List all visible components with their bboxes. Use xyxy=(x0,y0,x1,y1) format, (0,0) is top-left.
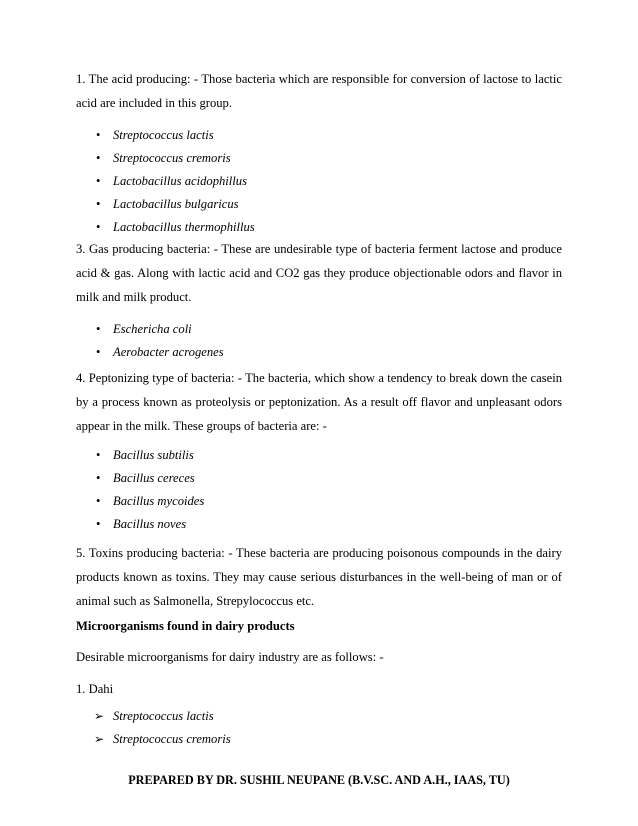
list-item: ➢ Streptococcus lactis xyxy=(0,705,638,728)
list-item: ➢ Streptococcus cremoris xyxy=(0,728,638,751)
list-item: • Lactobacillus acidophillus xyxy=(0,170,638,193)
bullet-icon: • xyxy=(96,128,101,142)
list-item: • Bacillus mycoides xyxy=(0,490,638,513)
bullet-icon: • xyxy=(96,517,101,531)
bullet-icon: • xyxy=(96,494,101,508)
paragraph-toxins-producing: 5. Toxins producing bacteria: - These bacteria are producing poisonous compounds in the dairy products known as toxins. They may cause serious disturbances in the well-being of man or of animal such as Salmonella, Strepylococcus etc. xyxy=(76,546,562,608)
dahi-label: 1. Dahi xyxy=(76,682,114,696)
list-item: • Lactobacillus thermophillus xyxy=(0,216,638,239)
list-acid-producing-bacteria xyxy=(0,124,638,239)
bullet-icon: • xyxy=(96,471,101,485)
paragraph-gas-producing: 3. Gas producing bacteria: - These are undesirable type of bacteria ferment lactose and produce acid & gas. Along with lactic acid and CO2 gas they produce objectionable odors and flavor in milk and milk product. xyxy=(76,242,562,304)
list-item: • Bacillus subtilis xyxy=(0,444,638,467)
list-dahi-microorganisms xyxy=(0,705,638,751)
paragraph-peptonizing: 4. Peptonizing type of bacteria: - The bacteria, which show a tendency to break down the casein by a process known as proteolysis or peptonization. As a result off flavor and unpleasant odors appear in the milk. These groups of bacteria are: - xyxy=(76,371,562,433)
bullet-icon: • xyxy=(96,220,101,234)
bullet-icon: • xyxy=(96,322,101,336)
paragraph-acid-producing: 1. The acid producing: - Those bacteria which are responsible for conversion of lactose to lactic acid are included in this group. xyxy=(76,72,562,110)
bullet-icon: • xyxy=(96,174,101,188)
bullet-icon: • xyxy=(96,197,101,211)
list-item: • Lactobacillus bulgaricus xyxy=(0,193,638,216)
arrow-bullet-icon: ➢ xyxy=(94,732,105,746)
list-peptonizing-bacteria xyxy=(0,444,638,536)
bullet-icon: • xyxy=(96,345,101,359)
list-item: • Bacillus noves xyxy=(0,513,638,536)
bullet-icon: • xyxy=(96,448,101,462)
bullet-icon: • xyxy=(96,151,101,165)
list-item: • Streptococcus cremoris xyxy=(0,147,638,170)
section-intro: Desirable microorganisms for dairy industry are as follows: - xyxy=(76,650,384,664)
page-footer: PREPARED BY DR. SUSHIL NEUPANE (B.V.SC. AND A.H., IAAS, TU) xyxy=(128,773,510,787)
list-item: • Bacillus cereces xyxy=(0,467,638,490)
list-item: • Aerobacter acrogenes xyxy=(0,341,638,364)
list-gas-producing-bacteria xyxy=(0,318,638,364)
arrow-bullet-icon: ➢ xyxy=(94,709,105,723)
list-item: • Eschericha coli xyxy=(0,318,638,341)
section-heading: Microorganisms found in dairy products xyxy=(76,619,295,633)
list-item: • Streptococcus lactis xyxy=(0,124,638,147)
